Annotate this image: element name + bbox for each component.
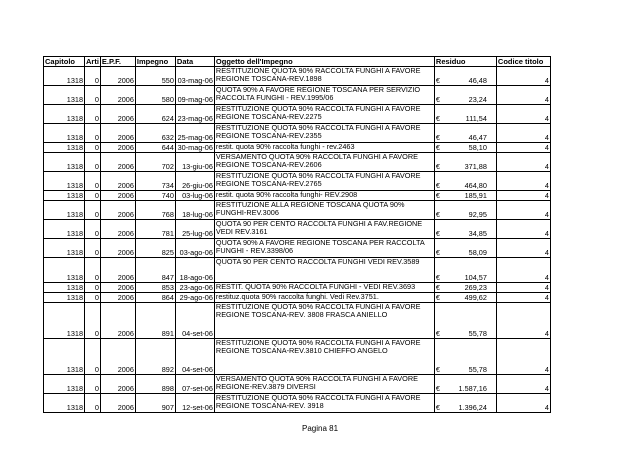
cell-impegno: 864 (135, 293, 175, 303)
cell-codice-titolo: 4 (496, 201, 550, 220)
cell-oggetto: RESTITUZIONE QUOTA 90% RACCOLTA FUNGHI A FAVORE REGIONE TOSCANA-REV. 3808 FRASCA ANIELLO (214, 303, 434, 339)
cell-capitolo: 1318 (44, 67, 85, 86)
cell-capitolo: 1318 (44, 293, 85, 303)
table-row (44, 191, 551, 201)
cell-arti: 0 (85, 239, 101, 258)
cell-epf: 2006 (100, 375, 135, 394)
cell-codice-titolo: 4 (496, 293, 550, 303)
cell-oggetto: RESTITUZIONE QUOTA 90% RACCOLTA FUNGHI A FAVORE REGIONE TOSCANA-REV.2355 (214, 124, 434, 143)
residui-table (43, 56, 551, 413)
cell-oggetto: restit. quota 90% raccolta funghi - rev.2463 (214, 143, 434, 153)
currency-symbol: € (435, 293, 440, 303)
cell-impegno: 740 (135, 191, 175, 201)
cell-epf: 2006 (100, 67, 135, 86)
currency-symbol: € (435, 384, 440, 394)
cell-data: 18-lug-06 (175, 201, 214, 220)
residuo-amount: 464,80 (464, 181, 487, 191)
table-row (44, 153, 551, 172)
cell-capitolo: 1318 (44, 124, 85, 143)
cell-arti: 0 (85, 258, 101, 283)
table-row (44, 172, 551, 191)
cell-residuo (434, 283, 496, 293)
cell-capitolo: 1318 (44, 283, 85, 293)
table-row (44, 86, 551, 105)
col-header-residuo: Residuo (434, 57, 496, 67)
cell-codice-titolo: 4 (496, 394, 550, 413)
table-row (44, 339, 551, 375)
cell-residuo (434, 153, 496, 172)
currency-symbol: € (435, 365, 440, 375)
col-header-epf: E.P.F. (100, 57, 135, 67)
cell-impegno: 898 (135, 375, 175, 394)
currency-symbol: € (435, 143, 440, 153)
cell-residuo (434, 375, 496, 394)
currency-symbol: € (435, 114, 440, 124)
residuo-amount: 111,54 (465, 114, 487, 124)
cell-data: 12-set-06 (175, 394, 214, 413)
cell-capitolo: 1318 (44, 86, 85, 105)
cell-oggetto: RESTITUZIONE ALLA REGIONE TOSCANA QUOTA 90% FUNGHI-REV.3006 (214, 201, 434, 220)
cell-codice-titolo: 4 (496, 220, 550, 239)
cell-epf: 2006 (100, 339, 135, 375)
cell-arti: 0 (85, 67, 101, 86)
header-row (44, 57, 551, 67)
residuo-amount: 92,95 (468, 210, 487, 220)
cell-oggetto: restituz.quota 90% raccolta funghi. Vedi Rev.3751. (214, 293, 434, 303)
cell-oggetto: RESTITUZIONE QUOTA 90% RACCOLTA FUNGHI A FAVORE REGIONE TOSCANA-REV.2275 (214, 105, 434, 124)
currency-symbol: € (435, 95, 440, 105)
cell-epf: 2006 (100, 124, 135, 143)
cell-residuo (434, 191, 496, 201)
cell-residuo (434, 258, 496, 283)
cell-impegno: 781 (135, 220, 175, 239)
cell-epf: 2006 (100, 86, 135, 105)
cell-impegno: 847 (135, 258, 175, 283)
cell-epf: 2006 (100, 283, 135, 293)
col-header-oggetto: Oggetto dell'Impegno (214, 57, 434, 67)
cell-arti: 0 (85, 191, 101, 201)
cell-impegno: 644 (135, 143, 175, 153)
cell-data: 13-giu-06 (175, 153, 214, 172)
cell-epf: 2006 (100, 394, 135, 413)
col-header-impegno: Impegno (135, 57, 175, 67)
table-row (44, 375, 551, 394)
cell-data: 26-giu-06 (175, 172, 214, 191)
cell-residuo (434, 394, 496, 413)
cell-capitolo: 1318 (44, 339, 85, 375)
table-row (44, 258, 551, 283)
cell-impegno: 632 (135, 124, 175, 143)
currency-symbol: € (435, 403, 440, 413)
cell-codice-titolo: 4 (496, 303, 550, 339)
cell-codice-titolo: 4 (496, 191, 550, 201)
cell-codice-titolo: 4 (496, 143, 550, 153)
cell-impegno: 853 (135, 283, 175, 293)
cell-capitolo: 1318 (44, 394, 85, 413)
currency-symbol: € (435, 248, 440, 258)
residuo-amount: 55,78 (468, 365, 487, 375)
cell-arti: 0 (85, 293, 101, 303)
col-header-capitolo: Capitolo (44, 57, 85, 67)
cell-arti: 0 (85, 124, 101, 143)
cell-epf: 2006 (100, 153, 135, 172)
cell-arti: 0 (85, 375, 101, 394)
table-row (44, 124, 551, 143)
cell-data: 03-lug-06 (175, 191, 214, 201)
cell-impegno: 825 (135, 239, 175, 258)
cell-residuo (434, 172, 496, 191)
cell-data: 23-mag-06 (175, 105, 214, 124)
table-row (44, 239, 551, 258)
residuo-amount: 23,24 (468, 95, 487, 105)
currency-symbol: € (435, 76, 440, 86)
cell-oggetto: VERSAMENTO QUOTA 90% RACCOLTA FUNGHI A FAVORE REGIONE TOSCANA-REV.2606 (214, 153, 434, 172)
cell-codice-titolo: 4 (496, 172, 550, 191)
currency-symbol: € (435, 329, 440, 339)
cell-codice-titolo: 4 (496, 86, 550, 105)
cell-oggetto: RESTITUZIONE QUOTA 90% RACCOLTA FUNGHI A FAVORE REGIONE TOSCANA-REV. 3918 (214, 394, 434, 413)
cell-arti: 0 (85, 303, 101, 339)
col-header-arti: Arti (86, 57, 99, 67)
cell-codice-titolo: 4 (496, 67, 550, 86)
cell-residuo (434, 293, 496, 303)
table-row (44, 67, 551, 86)
cell-codice-titolo: 4 (496, 153, 550, 172)
cell-residuo (434, 124, 496, 143)
cell-arti: 0 (85, 86, 101, 105)
cell-impegno: 734 (135, 172, 175, 191)
cell-oggetto: VERSAMENTO QUOTA 90% RACCOLTA FUNGHI A FAVORE REGIONE-REV.3879 DIVERSI (214, 375, 434, 394)
cell-impegno: 768 (135, 201, 175, 220)
residuo-amount: 499,62 (464, 293, 487, 303)
cell-epf: 2006 (100, 220, 135, 239)
cell-arti: 0 (85, 201, 101, 220)
cell-capitolo: 1318 (44, 220, 85, 239)
cell-data: 09-mag-06 (175, 86, 214, 105)
cell-capitolo: 1318 (44, 191, 85, 201)
cell-data: 30-mag-06 (175, 143, 214, 153)
cell-codice-titolo: 4 (496, 105, 550, 124)
currency-symbol: € (435, 273, 440, 283)
cell-oggetto: RESTITUZIONE QUOTA 90% RACCOLTA FUNGHI A FAVORE REGIONE TOSCANA-REV.2765 (214, 172, 434, 191)
cell-epf: 2006 (100, 239, 135, 258)
cell-epf: 2006 (100, 143, 135, 153)
table-row (44, 394, 551, 413)
cell-arti: 0 (85, 220, 101, 239)
cell-codice-titolo: 4 (496, 124, 550, 143)
cell-data: 18-ago-06 (175, 258, 214, 283)
cell-capitolo: 1318 (44, 201, 85, 220)
residuo-amount: 58,10 (468, 143, 487, 153)
cell-oggetto: RESTITUZIONE QUOTA 90% RACCOLTA FUNGHI A FAVORE REGIONE TOSCANA-REV.3810 CHIEFFO ANGELO (214, 339, 434, 375)
currency-symbol: € (435, 162, 440, 172)
residuo-amount: 269,23 (464, 283, 487, 293)
cell-residuo (434, 201, 496, 220)
cell-capitolo: 1318 (44, 258, 85, 283)
residuo-amount: 46,47 (468, 133, 487, 143)
cell-arti: 0 (85, 153, 101, 172)
cell-data: 04-set-06 (175, 303, 214, 339)
table-row (44, 105, 551, 124)
residuo-amount: 46,48 (468, 76, 487, 86)
cell-epf: 2006 (100, 201, 135, 220)
cell-oggetto: RESTITUZIONE QUOTA 90% RACCOLTA FUNGHI A FAVORE REGIONE TOSCANA-REV.1898 (214, 67, 434, 86)
currency-symbol: € (435, 229, 440, 239)
col-header-codice-titolo: Codice titolo (496, 57, 550, 67)
cell-impegno: 891 (135, 303, 175, 339)
currency-symbol: € (435, 133, 440, 143)
cell-impegno: 907 (135, 394, 175, 413)
cell-capitolo: 1318 (44, 172, 85, 191)
cell-capitolo: 1318 (44, 105, 85, 124)
cell-epf: 2006 (100, 172, 135, 191)
cell-capitolo: 1318 (44, 303, 85, 339)
cell-codice-titolo: 4 (496, 283, 550, 293)
cell-oggetto: QUOTA 90% A FAVORE REGIONE TOSCANA PER RACCOLTA FUNGHI - REV.3398/06 (214, 239, 434, 258)
cell-data: 23-ago-06 (175, 283, 214, 293)
cell-data: 03-ago-06 (175, 239, 214, 258)
cell-residuo (434, 303, 496, 339)
currency-symbol: € (435, 210, 440, 220)
cell-data: 25-mag-06 (175, 124, 214, 143)
cell-arti: 0 (85, 283, 101, 293)
cell-impegno: 580 (135, 86, 175, 105)
cell-codice-titolo: 4 (496, 375, 550, 394)
residuo-amount: 55,78 (468, 329, 487, 339)
table-row (44, 293, 551, 303)
cell-data: 03-mag-06 (175, 67, 214, 86)
residuo-amount: 371,88 (464, 162, 487, 172)
cell-residuo (434, 220, 496, 239)
cell-arti: 0 (85, 394, 101, 413)
cell-data: 04-set-06 (175, 339, 214, 375)
cell-residuo (434, 67, 496, 86)
cell-oggetto: RESTIT. QUOTA 90% RACCOLTA FUNGHI - VEDI REV.3693 (214, 283, 434, 293)
cell-impegno: 550 (135, 67, 175, 86)
residuo-amount: 1.396,24 (458, 403, 487, 413)
table-row (44, 143, 551, 153)
currency-symbol: € (435, 181, 440, 191)
cell-oggetto: QUOTA 90% A FAVORE REGIONE TOSCANA PER SERVIZIO RACCOLTA FUNGHI - REV.1995/06 (214, 86, 434, 105)
cell-codice-titolo: 4 (496, 239, 550, 258)
cell-capitolo: 1318 (44, 239, 85, 258)
cell-oggetto: QUOTA 90 PER CENTO RACCOLTA FUNGHI A FAV.REGIONE VEDI REV.3161 (214, 220, 434, 239)
table-row (44, 283, 551, 293)
cell-arti: 0 (85, 105, 101, 124)
cell-epf: 2006 (100, 191, 135, 201)
cell-capitolo: 1318 (44, 143, 85, 153)
currency-symbol: € (435, 283, 440, 293)
cell-epf: 2006 (100, 303, 135, 339)
cell-oggetto: restit. quota 90% raccolta funghi- REV.2908 (214, 191, 434, 201)
table-row (44, 201, 551, 220)
cell-residuo (434, 105, 496, 124)
residuo-amount: 34,85 (468, 229, 487, 239)
cell-data: 07-set-06 (175, 375, 214, 394)
cell-codice-titolo: 4 (496, 339, 550, 375)
cell-residuo (434, 239, 496, 258)
page-number: Pagina 81 (301, 424, 339, 433)
cell-epf: 2006 (100, 293, 135, 303)
cell-residuo (434, 86, 496, 105)
currency-symbol: € (435, 191, 440, 201)
cell-capitolo: 1318 (44, 153, 85, 172)
cell-epf: 2006 (100, 105, 135, 124)
cell-residuo (434, 143, 496, 153)
cell-codice-titolo: 4 (496, 258, 550, 283)
cell-epf: 2006 (100, 258, 135, 283)
cell-capitolo: 1318 (44, 375, 85, 394)
residuo-amount: 104,57 (464, 273, 487, 283)
cell-data: 29-ago-06 (175, 293, 214, 303)
cell-oggetto: QUOTA 90 PER CENTO RACCOLTA FUNGHI VEDI REV.3589 (214, 258, 434, 283)
cell-arti: 0 (85, 339, 101, 375)
cell-impegno: 702 (135, 153, 175, 172)
cell-residuo (434, 339, 496, 375)
cell-data: 25-lug-06 (175, 220, 214, 239)
table-row (44, 220, 551, 239)
cell-impegno: 892 (135, 339, 175, 375)
cell-arti: 0 (85, 172, 101, 191)
cell-impegno: 624 (135, 105, 175, 124)
cell-arti: 0 (85, 143, 101, 153)
residuo-amount: 185,91 (464, 191, 487, 201)
table-row (44, 303, 551, 339)
col-header-data: Data (175, 57, 214, 67)
residuo-amount: 58,09 (468, 248, 487, 258)
residuo-amount: 1.587,16 (458, 384, 487, 394)
